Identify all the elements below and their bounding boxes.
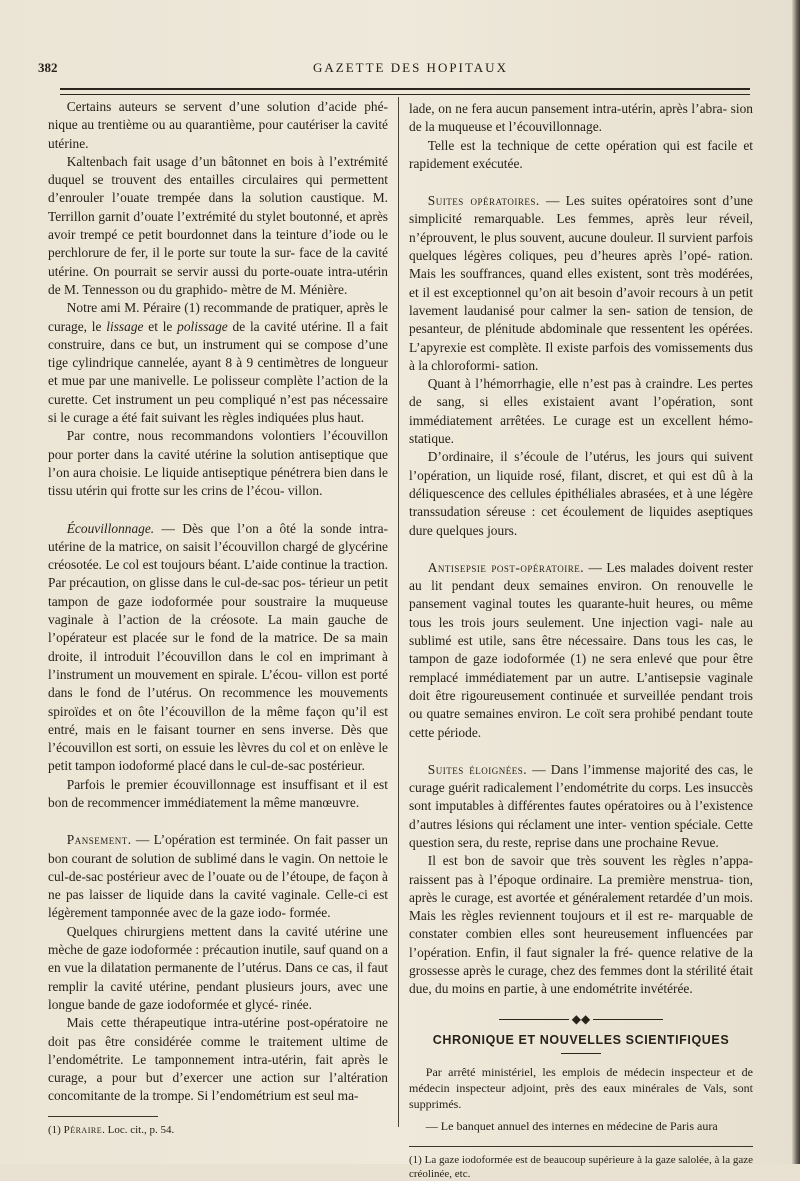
paragraph: Quelques chirurgiens mettent dans la cavité utérine une mèche de gaze iodoformée : précaution inutile, sauf quand on a en vue la dilatation permanente de l’utérus. Dans ce cas, il faut remplir la cavité utérine, pendant plusieurs jours, avec une longue bande de gaze iodoformée et glycé- rinée. [48, 923, 388, 1012]
paragraph: Kaltenbach fait usage d’un bâtonnet en bois à l’extrémité duquel se trouvent des entailles circulaires qui permettent d’enrouler l’ouate trempée dans la solution caustique. M. Terrillon garnit d’ouate l’extrémité du stylet boutonné, et après avoir trempé ce petit bourdonnet dans la teinture d’iode ou le perchlorure de fer, il le porte sur toute la sur- face de la cavité utérine. On pourrait se servir aussi du porte-ouate intra-utérin de M. Tennesson ou du graphido- mètre de M. Ménière. [48, 153, 388, 297]
paragraph: Quant à l’hémorrhagie, elle n’est pas à craindre. Les pertes de sang, si elles existaient avant l’opération, sont immédiatement arrêtées. Le curage est un excellent hémo- statique. [409, 376, 753, 447]
paragraph: D’ordinaire, il s’écoule de l’utérus, les jours qui suivent l’opération, un liquide rosé, filant, discret, et qui est dû à la déliquescence des cellules épithéliales abrasées, et à une légère transsudation séreuse : cet écoulement de liquides aseptiques dure quelques jours. [409, 449, 753, 538]
subheading: Antisepsie post-opératoire. [427, 559, 585, 575]
paragraph: Par contre, nous recommandons volontiers l’écouvillon pour porter dans la cavité utérine la solution antiseptique que l’on aura choisie. Le liquide antiseptique pénétrera bien dans le tissu utérin qui frotte sur les crins de l’écou- villon. [48, 428, 388, 499]
news-item: Par arrêté ministériel, les emplois de médecin inspecteur et de médecin inspecteur adjoint, près des eaux minérales de Vals, sont supprimés. [409, 1064, 753, 1111]
section-rule [561, 1053, 601, 1054]
paragraph: Il est bon de savoir que très souvent les règles n’appa- raissent pas à l’époque ordinaire. La première menstrua- tion, après le curage, est avortée et généralement retardée d’un mois. Mais les règles reviennent toujours et il est re- marquable de constater combien elles sont heureusement influencées par l’opération. Enfin, il faut signaler la fré- quence relative de la grossesse après le curage, chez des femmes dont la stérilité était due, du moins en partie, à une endométrite invétérée. [409, 853, 753, 997]
subheading: Suites opératoires. [427, 193, 540, 209]
footnote-rule [409, 1146, 753, 1147]
section-title: CHRONIQUE ET NOUVELLES SCIENTIFIQUES [432, 1032, 730, 1047]
news-item: — Le banquet annuel des internes en médecine de Paris aura [425, 1118, 718, 1133]
paragraph-antisepsie: Antisepsie post-opératoire. — Les malades doivent rester au lit pendant deux semaines environ. On renouvelle le pansement vaginal toutes les quarante-huit heures, ou même tous les trois jours seulement. Une injection vagi- nale au sublimé est utile, sans être nécessaire. Dans tous les cas, le tampon de gaze iodoformée (1) ne sera enlevé que pour être remplacé immédiatement par un autre. L’antisepsie vaginale doit être rigoureusement continuée et surveillée pendant trois ou quatre semaines environ. Le coït sera prohibé pendant toute cette période. [409, 559, 753, 740]
subheading: Pansement. [66, 832, 132, 848]
paragraph-suites-operatoires: Suites opératoires. — Les suites opératoires sont d’une simplicité remarquable. Les femmes, après leur réveil, n’éprouvent, le plus souvent, aucune douleur. Il survient parfois quelques légères coliques, peu d’heures après l’opé- ration. Mais les souffrances, quand elles existent, sont très modérées, et il est exceptionnel qu’on ait besoin d’avoir recours à un petit lavement laudanisé pour calmer la sen- sation de tension, de pesanteur, de plénitude abdominale que ressentent les opérées. L’apyrexie est complète. Il existe parfois des vomissements dus à la chloroformi- sation. [409, 193, 754, 373]
column-divider [398, 97, 399, 1127]
footnote: (1) La gaze iodoformée est de beaucoup supérieure à la gaze salolée, à la gaze créolinée, etc. [409, 1153, 753, 1180]
page-header [38, 60, 783, 80]
footnote: (1) Péraire. Loc. cit., p. 54. [48, 1123, 175, 1136]
paragraph: Mais cette thérapeutique intra-utérine post-opératoire ne doit pas être considérée comme le traitement ultime de l’endométrite. Le tamponnement intra-utérin, fait après le curage, a pour but d’exercer une action sur l’altération concomitante de la trompe. Si l’endométrium est seul ma- [48, 1015, 388, 1104]
right-column [409, 100, 753, 1181]
paragraph-suites-eloignees: Suites éloignées. — Dans l’immense majorité des cas, le curage guérit radicalement l’endométrite du corps. Les insuccès sont imputables à différentes fautes opératoires ou à l’existence d’autres lésions qui réclament une inter- vention spéciale. Cette question sera, du reste, reprise dans une prochaine Revue. [409, 761, 753, 850]
subheading: Écouvillonnage. [66, 520, 155, 536]
paragraph: lade, on ne fera aucun pansement intra-utérin, après l’abra- sion de la muqueuse et l’écouvillonnage. [409, 101, 753, 135]
paragraph: Parfois le premier écouvillonnage est insuffisant et il est bon de recommencer immédiatement la même manœuvre. [48, 776, 388, 810]
page-edge-shadow [792, 0, 800, 1164]
footnote-rule [48, 1116, 158, 1117]
paragraph-pansement: Pansement. — L’opération est terminée. On fait passer un bon courant de solution de sublimé dans le vagin. On nettoie le cul-de-sac postérieur avec de l’ouate ou de l’étoupe, de façon à ne pas laisser de liquide dans la cavité vaginale. Celle-ci est légèrement tamponnée avec de la gaze iodo- formée. [48, 832, 388, 921]
journal-title: GAZETTE DES HOPITAUX [313, 60, 508, 75]
left-column [48, 98, 388, 1137]
section-ornament: ◆◆ [409, 1013, 753, 1025]
subheading: Suites éloignées. [427, 761, 528, 777]
paragraph: Certains auteurs se servent d’une solution d’acide phé- nique au trentième ou au quarantième, pour cautériser la cavité utérine. [48, 99, 388, 151]
paragraph: Notre ami M. Péraire (1) recommande de pratiquer, après le curage, le lissage et le polissage de la cavité utérine. Il a fait construire, dans ce but, un instrument qui se compose d’une tige cylindrique cannelée, ayant 8 à 9 centimètres de longueur et mue par une manivelle. Le polisseur complète l’action de la curette. Cet instrument un peu compliqué n’est pas nécessaire si le curage a été fait suivant les règles indiquées plus haut. [48, 300, 388, 426]
page-number: 382 [38, 60, 58, 75]
header-rule [60, 88, 750, 95]
paragraph-ecouvillonnage: Écouvillonnage. — Dès que l’on a ôté la sonde intra-utérine de la matrice, on saisit l’écouvillon chargé de glycérine créosotée. Le col est toujours béant. L’aide continue la traction. Par précaution, on glisse dans le cul-de-sac pos- térieur un petit tampon de gaze iodoformée pour soustraire la muqueuse vaginale à l’action de la créosote. La main gauche de l’opérateur est placée sur le fond de la matrice. De sa main droite, il introduit l’écouvillon dans le col en imprimant à l’instrument un mouvement en spirale. L’écou- villon est porté dans le fond de l’utérus. On recommence les mouvements spiroïdes et on ôte l’écouvillon de la même façon qu’il est entré, mais en le faisant tourner en sens inverse. Dès que l’écouvillon est sorti, on essuie les lèvres du col et on enlève le petit tampon iodoformé placé dans le cul-de-sac postérieur. [48, 520, 388, 774]
paragraph: Telle est la technique de cette opération qui est facile et rapidement exécutée. [409, 137, 753, 171]
